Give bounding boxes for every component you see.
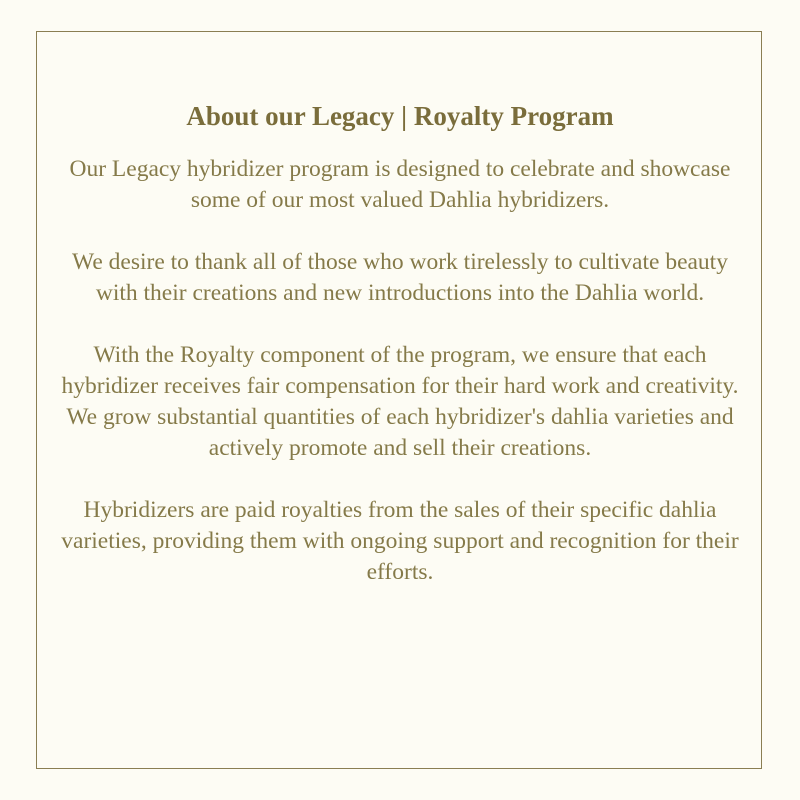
content-block <box>60 98 740 588</box>
paragraph-royalty: With the Royalty component of the program, we ensure that each hybridizer receives fair compensation for their hard work and creativity. We grow substantial quantities of each hybridizer's dahlia varieties and actively promote and sell their creations. <box>61 342 739 461</box>
page-title: About our Legacy | Royalty Program <box>186 101 614 131</box>
paragraph-thanks: We desire to thank all of those who work tirelessly to cultivate beauty with their creations and new introductions into the Dahlia world. <box>72 249 728 306</box>
paragraph-intro: Our Legacy hybridizer program is designed to celebrate and showcase some of our most valued Dahlia hybridizers. <box>69 156 731 213</box>
paragraph-payment: Hybridizers are paid royalties from the sales of their specific dahlia varieties, providing them with ongoing support and recognition for their efforts. <box>61 497 739 585</box>
